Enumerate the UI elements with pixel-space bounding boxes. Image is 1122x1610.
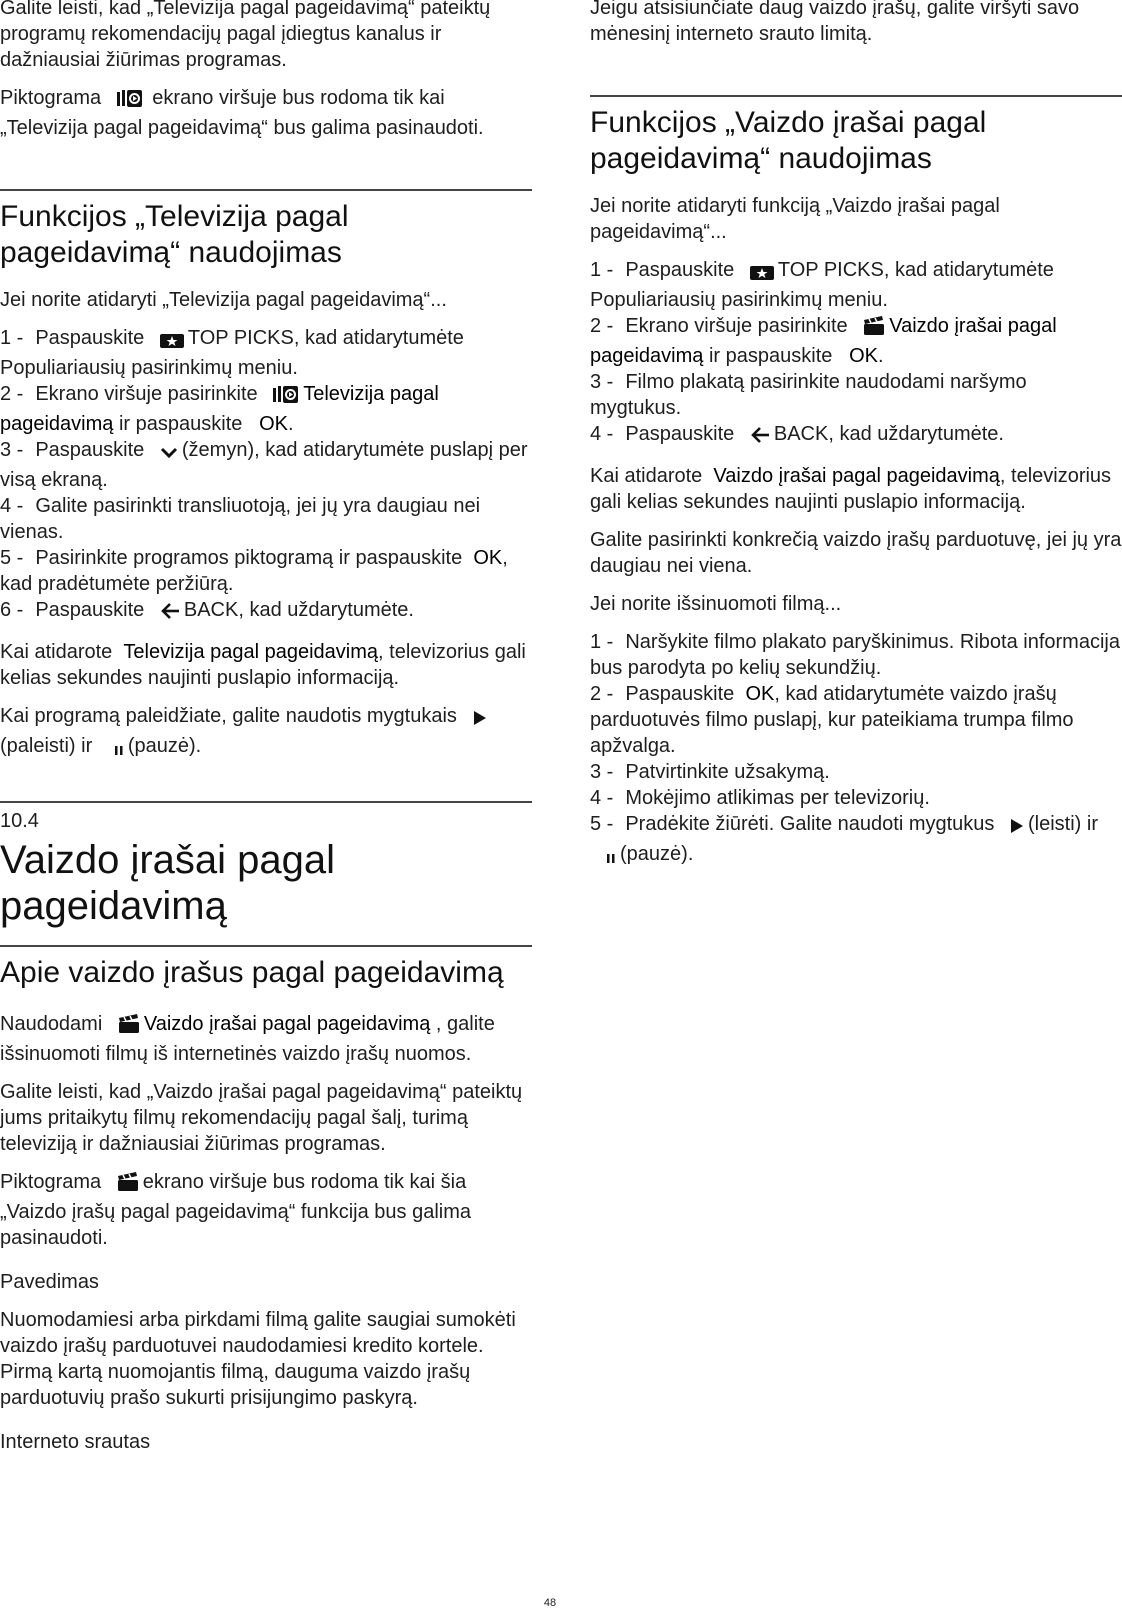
list-item: 4 - Mokėjimo atlikimas per televizorių. — [590, 787, 930, 809]
back-arrow-icon — [750, 425, 770, 451]
tv-on-demand-icon — [117, 88, 143, 115]
left-column — [0, 0, 532, 1467]
payment-paragraph: Nuomodamiesi arba pirkdami filmą galite saugiai sumokėti vaizdo įrašų parduotuvei naudodamiesi kredito kortele. Pirmą kartą nuomojantis filmą, dauguma vaizdo įrašų parduotuvių prašo sukurti prisijungimo paskyrą. — [0, 1309, 516, 1409]
section-divider — [590, 95, 1122, 97]
ok-button-label: OK — [259, 413, 288, 435]
clapperboard-icon — [863, 316, 885, 343]
about-paragraph: Naudodami Vaizdo įrašai pagal pageidavimą , galite išsinuomoti filmų iš internetinės vaizdo įrašų nuomos. — [0, 1013, 495, 1065]
ok-button-label: OK — [849, 345, 878, 367]
page-number: 48 — [543, 1597, 557, 1609]
about-icon-paragraph: Piktograma ekrano viršuje bus rodoma tik kai šia „Vaizdo įrašų pagal pageidavimą“ funkcija bus galima pasinaudoti. — [0, 1171, 471, 1249]
top-picks-icon — [750, 261, 774, 287]
icon-paragraph: Piktograma ekrano viršuje bus rodoma tik kai „Televizija pagal pageidavimą“ bus galima pasinaudoti. — [0, 87, 484, 139]
play-info-paragraph: Kai programą paleidžiate, galite naudotis mygtukais (paleisti) ir (pauzė). — [0, 703, 532, 763]
right-column — [590, 0, 1122, 883]
list-item: 4 - Galite pasirinkti transliuotoją, jei jų yra daugiau nei vienas. — [0, 495, 481, 543]
section-divider — [0, 945, 532, 947]
pause-icon — [114, 737, 124, 763]
list-item: 2 - Ekrano viršuje pasirinkite Televizija pagal pageidavimą ir paspauskite OK. — [0, 383, 439, 435]
tv-steps-list — [0, 325, 532, 627]
intro-paragraph: Galite leisti, kad „Televizija pagal pageidavimą“ pateiktų programų rekomendacijų pagal įdiegtus kanalus ir dažniausiai žiūrimas programas. — [0, 0, 491, 71]
vod-intro: Jei norite atidaryti funkciją „Vaizdo įrašai pagal pageidavimą“... — [590, 195, 1000, 243]
section-divider — [0, 189, 532, 191]
section-heading-vod: Funkcijos „Vaizdo įrašai pagal pageidavimą“ naudojimas — [590, 106, 987, 175]
open-info-paragraph: Kai atidarote Vaizdo įrašai pagal pageidavimą, televizorius gali kelias sekundes naujinti puslapio informaciją. — [590, 465, 1112, 513]
list-item: 3 - Filmo plakatą pasirinkite naudodami naršymo mygtukus. — [590, 371, 1027, 419]
list-item: 2 - Ekrano viršuje pasirinkite Vaizdo įrašai pagal pageidavimą ir paspauskite OK. — [590, 315, 1057, 367]
section-heading-tv: Funkcijos „Televizija pagal pageidavimą“ naudojimas — [0, 200, 349, 269]
chapter-title: Vaizdo įrašai pagal pageidavimą — [0, 838, 336, 928]
ok-button-label: OK — [473, 547, 503, 569]
play-icon — [473, 707, 487, 733]
chapter-number: 10.4 — [0, 810, 39, 832]
ok-button-label: OK — [745, 683, 775, 705]
pause-icon — [606, 845, 616, 871]
tv-intro: Jei norite atidaryti „Televizija pagal pageidavimą“... — [0, 289, 447, 311]
list-item: 3 - Paspauskite (žemyn), kad atidarytumėte puslapį per visą ekraną. — [0, 439, 528, 491]
list-item: 1 - Naršykite filmo plakato paryškinimus. Ribota informacija bus parodyta po kelių sekundžių. — [590, 631, 1120, 679]
store-paragraph: Galite pasirinkti konkrečią vaizdo įrašų parduotuvę, jei jų yra daugiau nei viena. — [590, 529, 1122, 577]
chevron-down-icon — [160, 441, 178, 467]
chapter-divider — [0, 801, 532, 803]
top-picks-icon — [160, 329, 184, 355]
tv-on-demand-icon — [273, 384, 299, 411]
clapperboard-icon — [118, 1014, 140, 1041]
play-icon — [1010, 815, 1024, 841]
clapperboard-icon — [117, 1172, 139, 1199]
traffic-paragraph: Jeigu atsisiunčiate daug vaizdo įrašų, galite viršyti savo mėnesinį interneto srauto limitą. — [590, 0, 1080, 45]
subheading-payment: Pavedimas — [0, 1271, 99, 1293]
list-item: 4 - Paspauskite BACK, kad uždarytumėte. — [590, 421, 1122, 451]
subheading-internet-traffic: Interneto srautas — [0, 1431, 151, 1453]
list-item: 1 - Paspauskite TOP PICKS, kad atidarytumėte Populiariausių pasirinkimų meniu. — [0, 327, 464, 379]
list-item: 6 - Paspauskite BACK, kad uždarytumėte. — [0, 597, 532, 627]
about-recommendations: Galite leisti, kad „Vaizdo įrašai pagal pageidavimą“ pateiktų jums pritaikytų filmų rekomendacijų pagal šalį, turimą televiziją ir dažniausiai žiūrimas programas. — [0, 1081, 523, 1155]
rent-steps-list — [590, 629, 1122, 871]
list-item: 5 - Pasirinkite programos piktogramą ir paspauskite OK, kad pradėtumėte peržiūrą. — [0, 547, 508, 595]
list-item: 1 - Paspauskite TOP PICKS, kad atidarytumėte Populiariausių pasirinkimų meniu. — [590, 259, 1054, 311]
section-heading-about: Apie vaizdo įrašus pagal pageidavimą — [0, 956, 504, 989]
list-item: 3 - Patvirtinkite užsakymą. — [590, 761, 830, 783]
open-info-paragraph: Kai atidarote Televizija pagal pageidavimą, televizorius gali kelias sekundes naujinti puslapio informaciją. — [0, 641, 526, 689]
back-arrow-icon — [160, 601, 180, 627]
list-item: 5 - Pradėkite žiūrėti. Galite naudoti mygtukus (leisti) ir (pauzė). — [590, 811, 1122, 871]
rent-intro: Jei norite išsinuomoti filmą... — [590, 593, 842, 615]
vod-steps-list — [590, 257, 1122, 451]
list-item: 2 - Paspauskite OK, kad atidarytumėte vaizdo įrašų parduotuvės filmo puslapį, kur pateikiama trumpa filmo apžvalga. — [590, 683, 1074, 757]
